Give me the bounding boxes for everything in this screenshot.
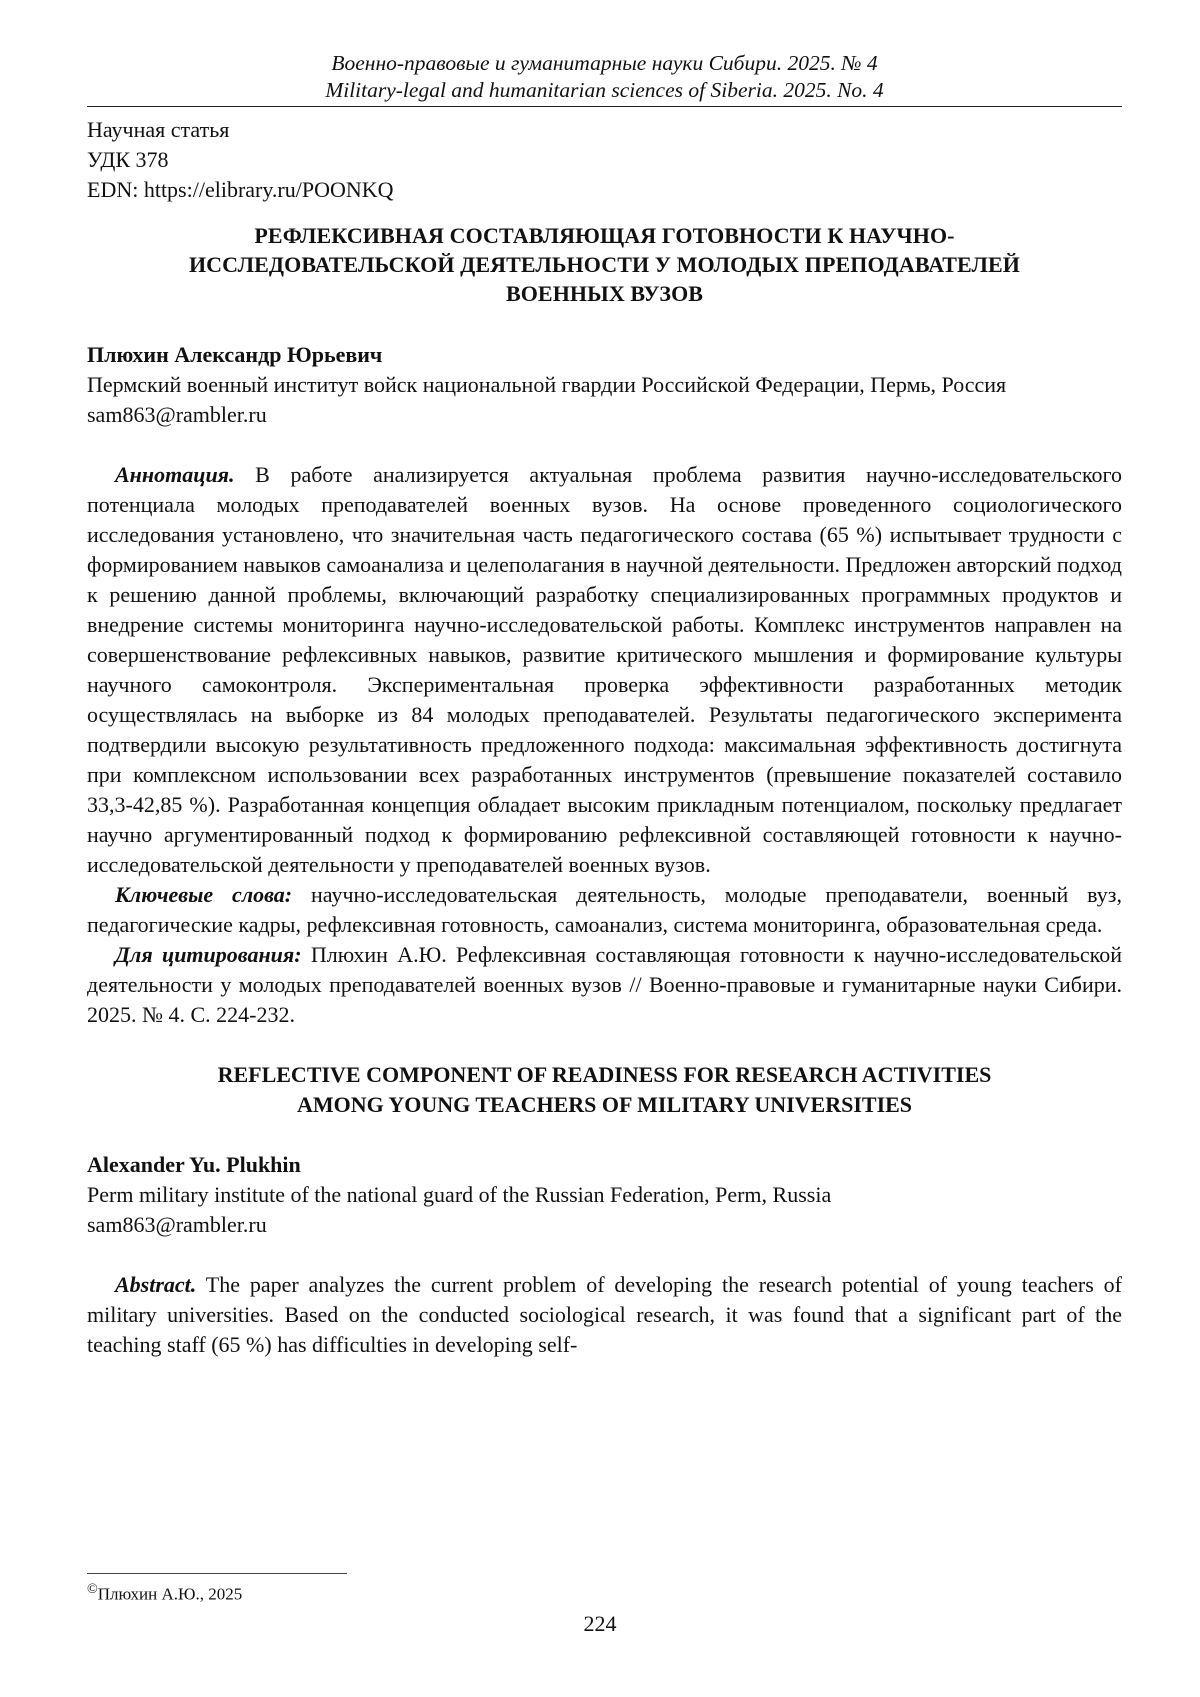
article-title-en	[87, 1060, 1122, 1120]
section-spacer	[87, 430, 1122, 460]
article-page	[87, 50, 1122, 1360]
abstract-en-label: Abstract.	[115, 1272, 197, 1297]
header-divider	[87, 106, 1122, 107]
keywords-ru-text: научно-исследовательская деятельность, молодые преподаватели, военный вуз, педагогические кадры, рефлексивная готовность, самоанализ, система мониторинга, образовательная среда.	[87, 882, 1122, 937]
title-ru-line-3: ВОЕННЫХ ВУЗОВ	[505, 281, 704, 306]
citation-ru-text: Плюхин А.Ю. Рефлексивная составляющая готовности к научно-исследовательской деятельности у молодых преподавателей военных вузов // Военно-правовые и гуманитарные науки Сибири. 2025. № 4. С. 224-232.	[87, 942, 1122, 1027]
abstract-en	[87, 1270, 1122, 1360]
copyright-mark: ©	[87, 1581, 98, 1597]
author-name-en: Alexander Yu. Plukhin	[87, 1152, 301, 1177]
author-affiliation-en: Perm military institute of the national guard of the Russian Federation, Perm, Russia	[87, 1182, 832, 1207]
copyright-text: Плюхин А.Ю., 2025	[97, 1584, 243, 1604]
copyright-footnote	[87, 1578, 242, 1606]
article-meta	[87, 115, 1122, 205]
journal-header-en: Military-legal and humanitarian sciences of Siberia. 2025. No. 4	[325, 78, 884, 102]
page-number: 224	[583, 1611, 617, 1636]
citation-ru-label: Для цитирования:	[115, 942, 302, 967]
author-name-ru: Плюхин Александр Юрьевич	[87, 342, 383, 367]
journal-header	[87, 50, 1122, 104]
journal-header-ru: Военно-правовые и гуманитарные науки Сибири. 2025. № 4	[331, 51, 878, 75]
edn-link[interactable]: EDN: https://elibrary.ru/POONKQ	[87, 177, 394, 202]
udc-code: УДК 378	[87, 147, 169, 172]
citation-ru	[87, 940, 1122, 1030]
abstract-ru-label: Аннотация.	[115, 462, 235, 487]
title-ru-line-1: РЕФЛЕКСИВНАЯ СОСТАВЛЯЮЩАЯ ГОТОВНОСТИ К НАУЧНО-	[254, 223, 955, 248]
abstract-ru-text: В работе анализируется актуальная проблема развития научно-исследовательского потенциала молодых преподавателей военных вузов. На основе проведенного социологического исследования установлено, что значительная часть педагогического состава (65 %) испытывает трудности с формированием навыков самоанализа и целеполагания в научной деятельности. Предложен авторский подход к решению данной проблемы, включающий разработку специализированных программных продуктов и внедрение системы мониторинга научно-исследовательской работы. Комплекс инструментов направлен на совершенствование рефлексивных навыков, развитие критического мышления и формирование культуры научного самоконтроля. Экспериментальная проверка эффективности разработанных методик осуществлялась на выборке из 84 молодых преподавателей. Результаты педагогического эксперимента подтвердили высокую результативность предложенного подхода: максимальная эффективность достигнута при комплексном использовании всех разработанных инструментов (превышение показателей составило 33,3-42,85 %). Разработанная концепция обладает высоким прикладным потенциалом, поскольку предлагает научно аргументированный подход к формированию рефлексивной составляющей готовности к научно-исследовательской деятельности у преподавателей военных вузов.	[87, 462, 1122, 877]
article-title-ru	[87, 221, 1122, 308]
keywords-ru	[87, 880, 1122, 940]
keywords-ru-label: Ключевые слова:	[115, 882, 293, 907]
author-email-ru[interactable]: sam863@rambler.ru	[87, 402, 267, 427]
abstract-en-text: The paper analyzes the current problem of developing the research potential of young teachers of military universities. Based on the conducted sociological research, it was found that a significant part of the teaching staff (65 %) has difficulties in developing self-	[87, 1272, 1122, 1357]
author-email-en[interactable]: sam863@rambler.ru	[87, 1212, 267, 1237]
section-spacer-en	[87, 1240, 1122, 1270]
title-ru-line-2: ИССЛЕДОВАТЕЛЬСКОЙ ДЕЯТЕЛЬНОСТИ У МОЛОДЫХ ПРЕПОДАВАТЕЛЕЙ	[188, 252, 1021, 277]
title-en-line-1: REFLECTIVE COMPONENT OF READINESS FOR RESEARCH ACTIVITIES	[217, 1062, 992, 1087]
article-type: Научная статья	[87, 117, 230, 142]
author-affiliation-ru: Пермский военный институт войск национальной гвардии Российской Федерации, Пермь, Россия	[87, 372, 1007, 397]
title-en-line-2: AMONG YOUNG TEACHERS OF MILITARY UNIVERSITIES	[296, 1092, 913, 1117]
footnote-divider	[87, 1573, 347, 1574]
abstract-ru	[87, 460, 1122, 880]
